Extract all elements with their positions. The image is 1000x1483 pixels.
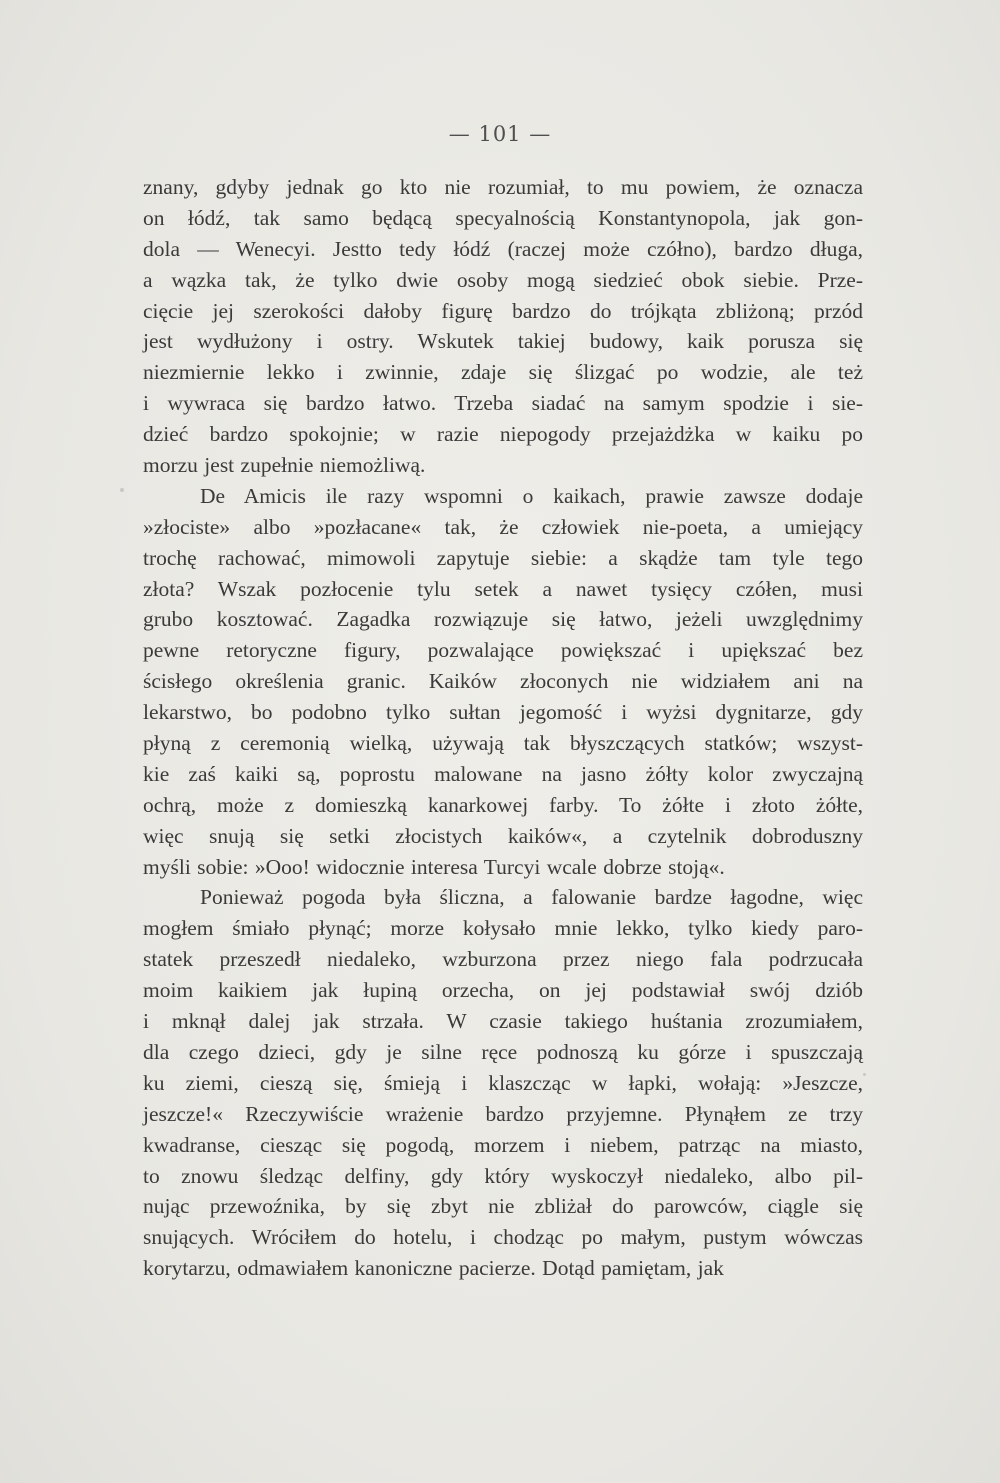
text-line: Ponieważ pogoda była śliczna, a falowanie bardze łagodne, więc	[200, 885, 863, 910]
text-line: ścisłego określenia granic. Kaików złoconych nie widziałem ani na	[143, 669, 863, 694]
text-line: ku ziemi, cieszą się, śmieją i klaszcząc w łapki, wołają: »Jeszcze,	[143, 1070, 863, 1095]
paragraph	[143, 882, 863, 1284]
text-line: więc snują się setki złocistych kaików«, a czytelnik dobroduszny	[143, 823, 863, 848]
text-line: grubo kosztować. Zagadka rozwiązuje się łatwo, jeżeli uwzględnimy	[143, 607, 863, 632]
text-line: i wywraca się bardzo łatwo. Trzeba siadać na samym spodzie i sie-	[143, 391, 863, 416]
text-line: nując przewoźnika, by się zbyt nie zbliżał do parowców, ciągle się	[143, 1194, 863, 1219]
paragraph	[143, 172, 863, 481]
text-line: złota? Wszak pozłocenie tylu setek a nawet tysięcy czółen, musi	[143, 576, 863, 601]
text-line: niezmiernie lekko i zwinnie, zdaje się ślizgać po wodzie, ale też	[143, 360, 863, 385]
text-line: pewne retoryczne figury, pozwalające powiększać i upiększać bez	[143, 638, 863, 663]
text-line: a wązka tak, że tylko dwie osoby mogą siedzieć obok siebie. Prze-	[143, 267, 863, 292]
text-line: cięcie jej szerokości dałoby figurę bardzo do trójkąta zbliżoną; przód	[143, 298, 863, 323]
paragraph	[143, 481, 863, 883]
text-line: korytarzu, odmawiałem kanoniczne pacierze. Dotąd pamiętam, jak	[143, 1256, 724, 1281]
text-line: jest wydłużony i ostry. Wskutek takiej budowy, kaik porusza się	[143, 329, 863, 354]
text-line: dla czego dzieci, gdy je silne ręce podnoszą ku górze i spuszczają	[143, 1039, 863, 1064]
text-line: dzieć bardzo spokojnie; w razie niepogody przejażdżka w kaiku po	[143, 422, 863, 447]
text-line: trochę rachować, mimowoli zapytuje siebie: a skądże tam tyle tego	[143, 545, 863, 570]
text-line: morzu jest zupełnie niemożliwą.	[143, 453, 426, 478]
text-line: znany, gdyby jednak go kto nie rozumiał, to mu powiem, że oznacza	[143, 175, 863, 199]
text-line: płyną z ceremonią wielką, używają tak błyszczących statków; wszyst-	[143, 731, 863, 756]
text-line: to znowu śledząc delfiny, gdy który wyskoczył niedaleko, albo pil-	[143, 1163, 863, 1188]
text-line: myśli sobie: »Ooo! widocznie interesa Turcyi wcale dobrze stoją«.	[143, 854, 725, 879]
text-line: kie zaś kaiki są, poprostu malowane na jasno żółty kolor zwyczajną	[143, 761, 863, 786]
text-line: kwadranse, ciesząc się pogodą, morzem i niebem, patrząc na miasto,	[143, 1132, 863, 1157]
paper-blemish	[863, 1073, 866, 1076]
text-line: »złociste» albo »pozłacane« tak, że człowiek nie-poeta, a umiejący	[143, 514, 863, 539]
text-line: dola — Wenecyi. Jestto tedy łódź (raczej może czółno), bardzo długa,	[143, 236, 863, 261]
text-line: snujących. Wróciłem do hotelu, i chodząc po małym, pustym wówczas	[143, 1225, 863, 1250]
text-line: moim kaikiem jak łupiną orzecha, on jej podstawiał swój dziób	[143, 978, 863, 1003]
text-line: lekarstwo, bo podobno tylko sułtan jegomość i wyżsi dygnitarze, gdy	[143, 700, 863, 725]
text-line: i mknął dalej jak strzała. W czasie takiego huśtania zrozumiałem,	[143, 1009, 863, 1034]
text-line: jeszcze!« Rzeczywiście wrażenie bardzo przyjemne. Płynąłem ze trzy	[143, 1101, 863, 1126]
page-number: — 101 —	[448, 122, 552, 146]
text-line: ochrą, może z domieszką kanarkowej farby. To żółte i złoto żółte,	[143, 792, 863, 817]
body-text	[143, 172, 863, 1284]
text-line: statek przeszedł niedaleko, wzburzona przez niego fala podrzucała	[143, 947, 863, 972]
text-line: De Amicis ile razy wspomni o kaikach, prawie zawsze dodaje	[200, 483, 863, 508]
text-line: on łódź, tak samo będącą specyalnością Konstantynopola, jak gon-	[143, 205, 863, 230]
text-line: mogłem śmiało płynąć; morze kołysało mnie lekko, tylko kiedy paro-	[143, 916, 863, 941]
paper-blemish	[120, 488, 124, 492]
